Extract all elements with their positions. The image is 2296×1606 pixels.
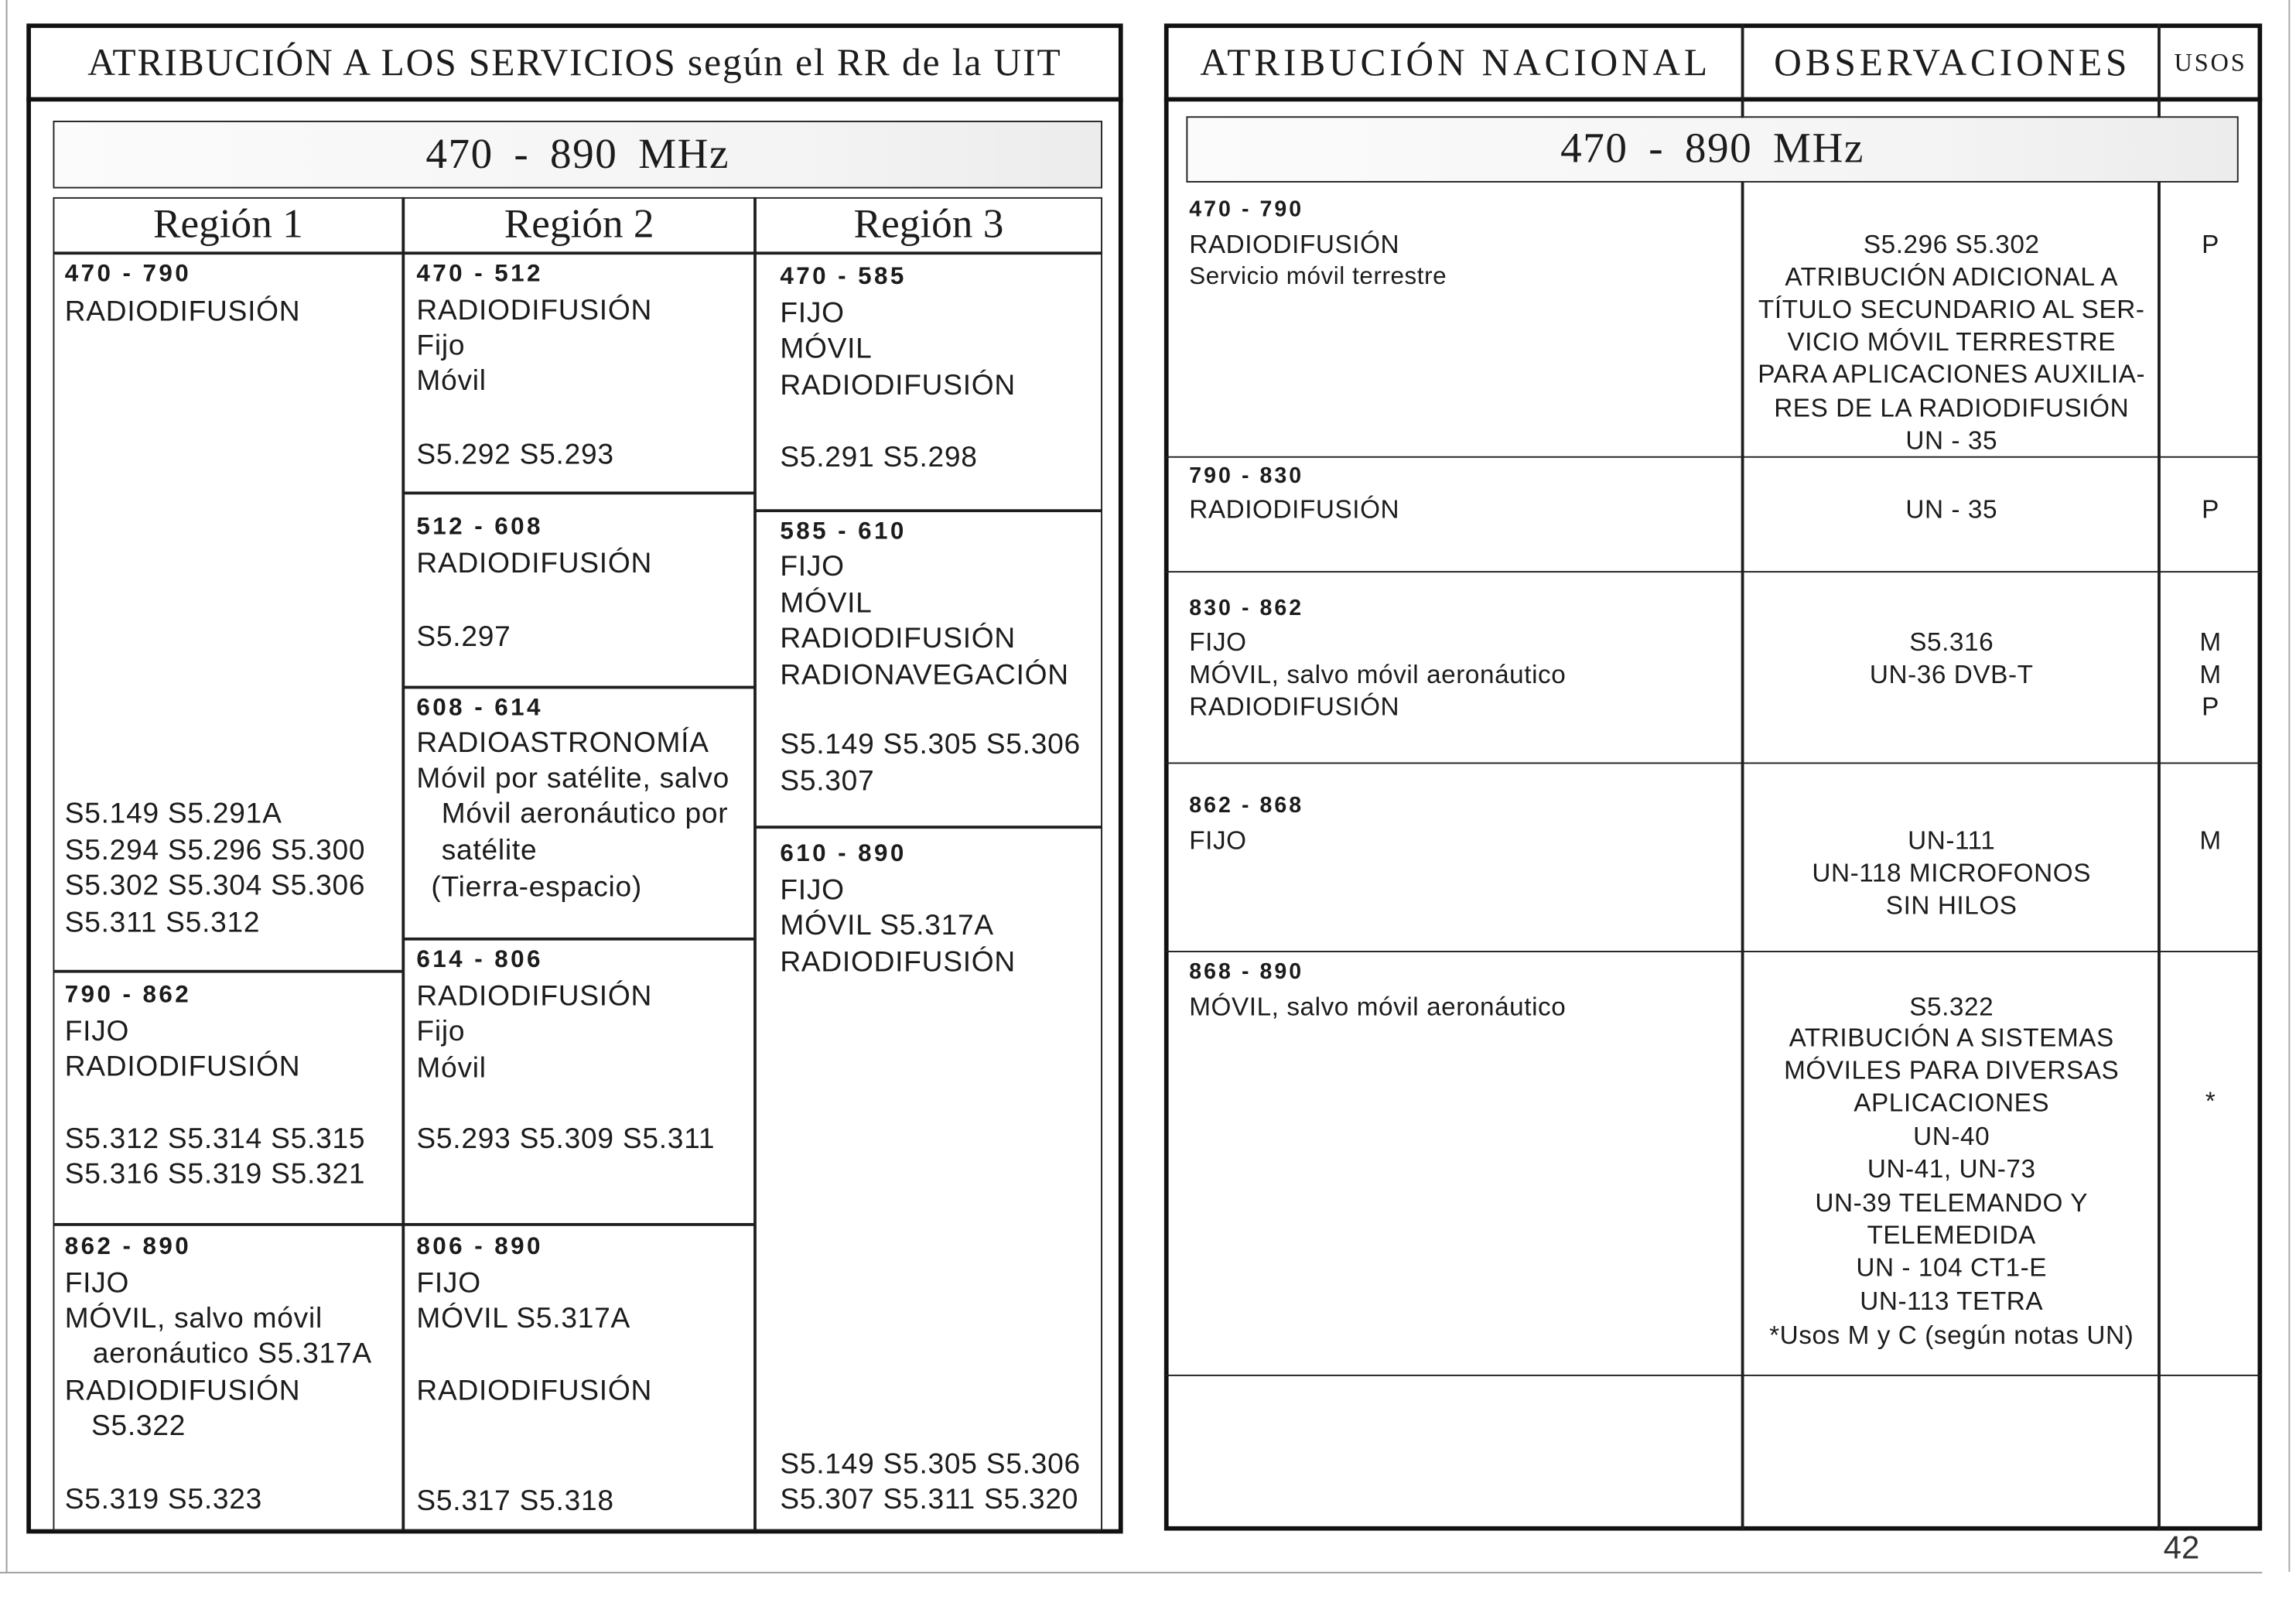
national-service-line: MÓVIL, salvo móvil aeronáutico	[1189, 659, 1567, 689]
observations-header: OBSERVACIONES	[1774, 41, 2131, 84]
band-frequency: 610 - 890	[780, 840, 907, 867]
footnote-line: S5.311 S5.312	[64, 906, 261, 939]
observation-line: PARA APLICACIONES AUXILIA-	[1758, 359, 2146, 389]
service-line: aeronáutico S5.317A	[92, 1338, 372, 1371]
band-frequency: 614 - 806	[416, 946, 543, 973]
band-frequency: 608 - 614	[416, 694, 543, 722]
footnote-line: S5.149 S5.291A	[64, 798, 282, 831]
observation-line: ATRIBUCIÓN ADICIONAL A	[1785, 261, 2119, 292]
band-frequency: 868 - 890	[1189, 959, 1304, 985]
service-line: RADIODIFUSIÓN	[64, 1051, 301, 1084]
usage-code: M	[2199, 659, 2222, 689]
row-divider	[1164, 1375, 2262, 1376]
row-divider	[1164, 762, 2262, 764]
service-line: RADIODIFUSIÓN	[64, 296, 301, 329]
footnote-line: S5.319 S5.323	[64, 1483, 263, 1516]
column-divider	[2158, 23, 2161, 1530]
region-heading-rule	[53, 251, 1102, 254]
footnote-line: S5.316 S5.319 S5.321	[64, 1158, 366, 1191]
service-line: RADIODIFUSIÓN	[780, 946, 1016, 979]
cell-divider	[755, 509, 1102, 511]
service-line: MÓVIL S5.317A	[780, 909, 994, 942]
page-bottom-line	[0, 1572, 2262, 1574]
cell-divider	[755, 825, 1102, 828]
region-heading: Región 3	[853, 201, 1004, 248]
observation-line: UN-111	[1908, 825, 1996, 856]
usage-code: P	[2202, 692, 2219, 722]
national-service-line: Servicio móvil terrestre	[1189, 263, 1447, 290]
service-line: RADIODIFUSIÓN	[416, 1374, 653, 1407]
service-line: FIJO	[64, 1267, 130, 1300]
cell-divider	[403, 686, 755, 689]
service-line: FIJO	[64, 1015, 130, 1048]
footnote-line: S5.149 S5.305 S5.306	[780, 728, 1081, 761]
page-number: 42	[2163, 1529, 2200, 1567]
service-line: RADIODIFUSIÓN	[780, 369, 1016, 402]
observation-line: S5.316	[1909, 627, 1994, 657]
observation-line: UN-39 TELEMANDO Y	[1815, 1187, 2089, 1218]
service-line: Fijo	[416, 330, 466, 363]
usage-code: M	[2199, 825, 2222, 856]
observation-line: UN - 104 CT1-E	[1856, 1252, 2048, 1283]
observation-line: UN-36 DVB-T	[1869, 659, 2034, 689]
service-line: RADIONAVEGACIÓN	[780, 659, 1069, 692]
observation-line: UN-41, UN-73	[1867, 1153, 2036, 1184]
band-frequency: 470 - 585	[780, 263, 907, 290]
observation-line: APLICACIONES	[1854, 1087, 2050, 1117]
band-frequency: 862 - 890	[64, 1233, 192, 1260]
row-divider	[1164, 571, 2262, 572]
column-divider	[1741, 23, 1744, 1530]
service-line: RADIODIFUSIÓN	[780, 622, 1016, 655]
service-line: RADIODIFUSIÓN	[416, 294, 653, 327]
observation-line: S5.296 S5.302	[1863, 229, 2040, 259]
cell-divider	[403, 1223, 755, 1225]
service-line: MÓVIL S5.317A	[416, 1302, 631, 1335]
band-frequency: 512 - 608	[416, 513, 543, 541]
band-range-label: 470 - 890 MHz	[1560, 125, 1864, 173]
observation-line: TÍTULO SECUNDARIO AL SER-	[1758, 294, 2145, 324]
observation-line: *Usos M y C (según notas UN)	[1769, 1320, 2134, 1350]
national-service-line: MÓVIL, salvo móvil aeronáutico	[1189, 992, 1567, 1022]
uses-header: USOS	[2174, 48, 2247, 77]
band-frequency: 470 - 512	[416, 260, 543, 287]
band-frequency: 790 - 862	[64, 981, 192, 1009]
service-line: MÓVIL	[780, 332, 873, 365]
service-line: MÓVIL, salvo móvil	[64, 1302, 323, 1335]
cell-divider	[403, 938, 755, 940]
service-line: Móvil	[416, 1052, 487, 1085]
service-line: RADIOASTRONOMÍA	[416, 726, 709, 760]
national-service-line: RADIODIFUSIÓN	[1189, 494, 1400, 525]
national-service-line: FIJO	[1189, 825, 1247, 856]
band-frequency: 585 - 610	[780, 518, 907, 545]
national-service-line: RADIODIFUSIÓN	[1189, 229, 1400, 259]
observation-line: TELEMEDIDA	[1867, 1220, 2036, 1250]
band-range-label: 470 - 890 MHz	[425, 131, 730, 179]
observation-line: VICIO MÓVIL TERRESTRE	[1787, 326, 2116, 357]
usage-code: M	[2199, 627, 2222, 657]
cell-divider	[53, 970, 403, 972]
service-line: FIJO	[780, 550, 845, 583]
footnote-line: S5.307 S5.311 S5.320	[780, 1483, 1079, 1516]
observation-line: UN-40	[1913, 1121, 1990, 1151]
footnote-line: S5.302 S5.304 S5.306	[64, 870, 366, 903]
footnote-line: S5.297	[416, 620, 511, 654]
observation-line: UN-113 TETRA	[1860, 1286, 2044, 1316]
service-line: (Tierra-espacio)	[431, 871, 643, 904]
service-line: S5.322	[91, 1410, 186, 1443]
observation-line: UN - 35	[1905, 425, 1998, 455]
observation-line: UN-118 MICROFONOS	[1812, 858, 2092, 888]
itu-panel-title: ATRIBUCIÓN A LOS SERVICIOS según el RR de la UIT	[87, 41, 1062, 84]
footnote-line: S5.312 S5.314 S5.315	[64, 1122, 366, 1156]
column-divider	[401, 197, 404, 1531]
footnote-line: S5.291 S5.298	[780, 441, 978, 474]
service-line: Móvil	[416, 364, 487, 398]
row-divider	[1164, 456, 2262, 458]
service-line: Móvil por satélite, salvo	[416, 762, 730, 795]
band-frequency: 790 - 830	[1189, 463, 1304, 489]
observation-line: ATRIBUCIÓN A SISTEMAS	[1789, 1023, 2114, 1053]
footnote-line: S5.317 S5.318	[416, 1485, 614, 1518]
national-service-line: FIJO	[1189, 627, 1247, 657]
observation-line: UN - 35	[1905, 494, 1998, 525]
band-frequency: 470 - 790	[1189, 196, 1304, 223]
observation-line: SIN HILOS	[1885, 890, 2018, 921]
footnote-line: S5.293 S5.309 S5.311	[416, 1122, 716, 1156]
service-line: RADIODIFUSIÓN	[416, 547, 653, 580]
band-frequency: 806 - 890	[416, 1233, 543, 1260]
service-line: Fijo	[416, 1015, 466, 1048]
service-line: RADIODIFUSIÓN	[64, 1374, 301, 1407]
row-divider	[1164, 951, 2262, 952]
observation-line: S5.322	[1909, 992, 1994, 1022]
service-line: Móvil aeronáutico por	[441, 798, 729, 831]
observation-line: MÓVILES PARA DIVERSAS	[1784, 1055, 2120, 1085]
panel-header-rule	[26, 97, 1122, 102]
column-divider	[753, 197, 756, 1531]
national-allocation-header: ATRIBUCIÓN NACIONAL	[1200, 41, 1711, 84]
cell-divider	[53, 1223, 403, 1225]
cell-divider	[403, 491, 755, 494]
service-line: FIJO	[780, 297, 845, 330]
observation-line: RES DE LA RADIODIFUSIÓN	[1774, 392, 2130, 423]
usage-code: *	[2205, 1086, 2216, 1116]
service-line: RADIODIFUSIÓN	[416, 980, 653, 1013]
band-frequency: 470 - 790	[64, 260, 192, 287]
band-frequency: 862 - 868	[1189, 793, 1304, 818]
region-heading: Región 1	[152, 201, 303, 248]
band-frequency: 830 - 862	[1189, 596, 1304, 621]
footnote-line: S5.292 S5.293	[416, 438, 614, 471]
region-heading: Región 2	[504, 201, 654, 248]
footnote-line: S5.294 S5.296 S5.300	[64, 834, 366, 867]
footnote-line: S5.307	[780, 765, 875, 798]
national-service-line: RADIODIFUSIÓN	[1189, 692, 1400, 722]
service-line: satélite	[441, 834, 538, 867]
service-line: FIJO	[416, 1267, 481, 1300]
scan-edge-left	[6, 0, 8, 1572]
service-line: MÓVIL	[780, 587, 873, 620]
usage-code: P	[2202, 494, 2219, 525]
scan-edge-right	[2288, 0, 2290, 1572]
service-line: FIJO	[780, 874, 845, 907]
panel-header-rule	[1164, 97, 2262, 102]
footnote-line: S5.149 S5.305 S5.306	[780, 1448, 1081, 1481]
usage-code: P	[2202, 229, 2219, 259]
